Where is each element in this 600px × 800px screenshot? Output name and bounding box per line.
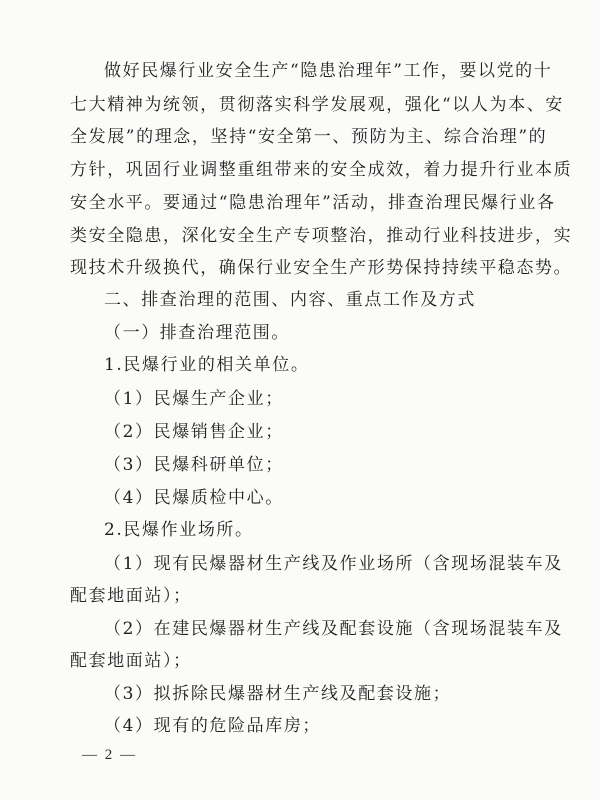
paragraph-line: 类安全隐患，深化安全生产专项整治，推动行业科技进步，实	[70, 226, 573, 246]
item-heading: 2.民爆作业场所。	[104, 520, 254, 540]
paragraph-line: 做好民爆行业安全生产“隐患治理年”工作，要以党的十	[104, 61, 553, 81]
paragraph-line: 方针，巩固行业调整重组带来的安全成效，着力提升行业本质	[70, 160, 573, 180]
list-item-continuation: 配套地面站）；	[70, 651, 192, 671]
list-item-continuation: 配套地面站）；	[70, 586, 192, 606]
item-heading: 1.民爆行业的相关单位。	[104, 355, 310, 375]
section-heading-text: 二、排查治理的范围、内容、重点工作及方式	[104, 290, 476, 310]
paragraph-line: 全发展”的理念，坚持“安全第一、预防为主、综合治理”的	[70, 127, 548, 147]
list-item: （1）民爆生产企业；	[104, 389, 284, 409]
paragraph-line: 七大精神为统领，贯彻落实科学发展观，强化“以人为本、安	[70, 95, 564, 115]
list-item: （2）在建民爆器材生产线及配套设施（含现场混装车及	[104, 619, 563, 639]
list-item: （2）民爆销售企业；	[104, 422, 284, 442]
list-item: （3）拟拆除民爆器材生产线及配套设施；	[104, 684, 452, 704]
paragraph-line: 安全水平。要通过“隐患治理年”活动，排查治理民爆行业各	[70, 193, 556, 213]
list-item: （3）民爆科研单位；	[104, 455, 284, 475]
list-item: （4）现有的危险品库房；	[104, 716, 322, 736]
list-item: （1）现有民爆器材生产线及作业场所（含现场混装车及	[104, 554, 563, 574]
paragraph-line: 现技术升级换代，确保行业安全生产形势保持持续平稳态势。	[70, 258, 573, 278]
page-number: — 2 —	[82, 747, 137, 763]
list-item: （4）民爆质检中心。	[104, 488, 284, 508]
subsection-heading-text: （一）排查治理范围。	[104, 323, 290, 343]
